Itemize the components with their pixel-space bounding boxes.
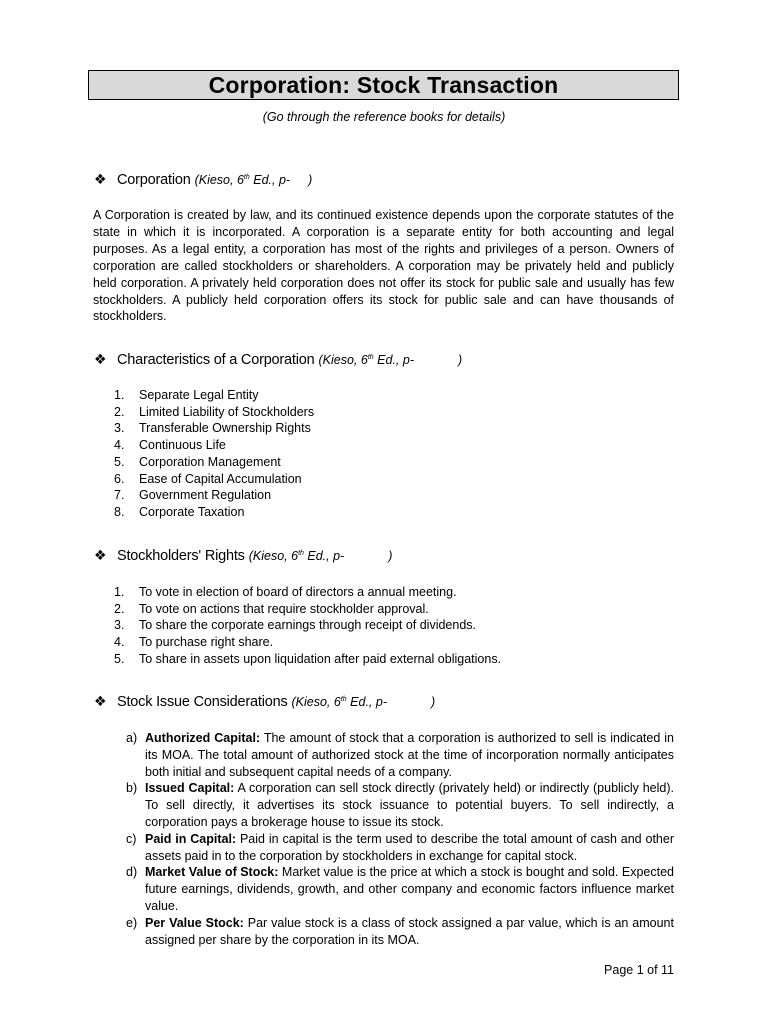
page-title: Corporation: Stock Transaction bbox=[208, 71, 559, 98]
list-item: 3. Transferable Ownership Rights bbox=[114, 421, 311, 436]
diamond-bullet-icon: ❖ bbox=[94, 547, 107, 563]
list-item: 3. To share the corporate earnings through receipt of dividends. bbox=[114, 618, 477, 633]
corporation-paragraph: A Corporation is created by law, and its continued existence depends upon the corporate statutes of the state in which it is incorporated. A corporation is a separate entity for both accounting and legal purposes. As a legal entity, a corporation has most of the rights and privileges of a person. Owners of corporation are called stockholders or shareholders. A corporation may be privately held and publicly held corporation. A privately held corporation does not offer its stock for public sale and usually has few stockholders. A publicly held corporation offers its stock for public sale and can have thousands of stockholders. bbox=[93, 208, 674, 324]
book-reference: (Kieso, 6th Ed., p- ) bbox=[318, 353, 463, 367]
diamond-bullet-icon: ❖ bbox=[94, 171, 107, 187]
section-title: Corporation bbox=[117, 172, 191, 188]
diamond-bullet-icon: ❖ bbox=[94, 351, 107, 367]
stock-issue-list bbox=[126, 730, 674, 948]
subtitle: (Go through the reference books for details) bbox=[262, 110, 506, 124]
list-item: 1. To vote in election of board of directors a annual meeting. bbox=[114, 585, 457, 599]
list-item: 8. Corporate Taxation bbox=[114, 504, 245, 519]
book-reference: (Kieso, 6th Ed., p- ) bbox=[248, 549, 393, 563]
list-item: 7. Government Regulation bbox=[114, 488, 272, 503]
section-title: Stock Issue Considerations bbox=[117, 694, 288, 710]
list-item: 5. To share in assets upon liquidation after paid external obligations. bbox=[114, 651, 502, 666]
diamond-bullet-icon: ❖ bbox=[94, 693, 107, 709]
rights-list bbox=[114, 584, 501, 668]
section-heading-stock-issue bbox=[94, 693, 435, 710]
list-item: 5. Corporation Management bbox=[114, 454, 281, 469]
section-heading-characteristics bbox=[94, 351, 462, 368]
list-item: 2. Limited Liability of Stockholders bbox=[114, 404, 315, 419]
list-item: 4. To purchase right share. bbox=[114, 635, 274, 650]
section-heading-rights bbox=[94, 547, 392, 564]
list-item: c) Paid in Capital: Paid in capital is the term used to describe the total amount of cash and other assets paid in to the corporation by stockholders in exchange for capital stock. bbox=[126, 831, 674, 863]
characteristics-list bbox=[114, 387, 314, 521]
book-reference: (Kieso, 6th Ed., p- ) bbox=[194, 173, 313, 187]
list-item: e) Per Value Stock: Par value stock is a class of stock assigned a par value, which is an amount assigned per share by the corporation in its MOA. bbox=[126, 915, 674, 947]
list-item: d) Market Value of Stock: Market value is the price at which a stock is bought and sold. Expected future earnings, dividends, growth, and other company and economic factors influence market value. bbox=[126, 865, 674, 913]
list-item: b) Issued Capital: A corporation can sell stock directly (privately held) or indirectly (publicly held). To sell directly, it advertises its stock issuance to potential buyers. To sell indirectly, a corporation pays a brokerage house to issue its stock. bbox=[126, 781, 674, 829]
section-heading-corporation bbox=[94, 171, 312, 188]
book-reference: (Kieso, 6th Ed., p- ) bbox=[291, 695, 436, 709]
section-title: Stockholders' Rights bbox=[117, 548, 245, 564]
list-item: 6. Ease of Capital Accumulation bbox=[114, 471, 302, 486]
list-item: 1. Separate Legal Entity bbox=[114, 388, 259, 402]
page-number: Page 1 of 11 bbox=[604, 963, 674, 977]
list-item: 2. To vote on actions that require stockholder approval. bbox=[114, 601, 429, 616]
list-item: 4. Continuous Life bbox=[114, 438, 226, 453]
list-item: a) Authorized Capital: The amount of stock that a corporation is authorized to sell is indicated in its MOA. The total amount of authorized stock at the time of incorporation normally anticipates both initial and subsequent capital needs of a company. bbox=[126, 731, 674, 779]
section-title: Characteristics of a Corporation bbox=[117, 352, 315, 368]
title-box bbox=[88, 70, 679, 100]
